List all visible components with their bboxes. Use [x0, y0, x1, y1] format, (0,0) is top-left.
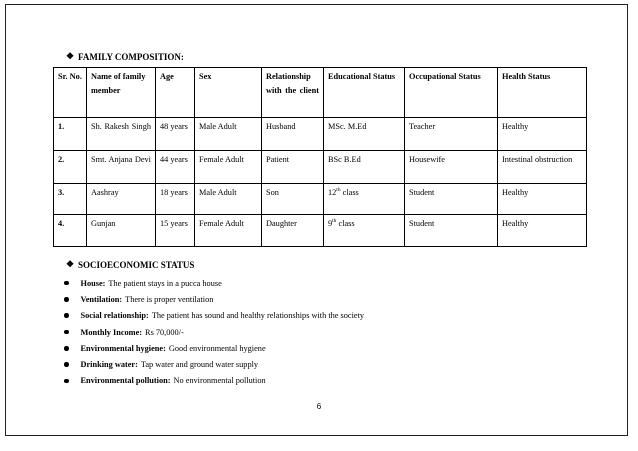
item-label: Environmental pollution:: [80, 376, 171, 386]
education-ordinal: th: [332, 218, 337, 225]
cell-occupation: Student: [405, 184, 498, 215]
cell-age: 18 years: [156, 184, 195, 215]
item-value: No environmental pollution: [173, 376, 266, 386]
diamond-bullet-icon: ❖: [66, 259, 75, 269]
list-item: [64, 324, 364, 340]
cell-age: 44 years: [156, 151, 195, 184]
disc-bullet-icon: [64, 379, 69, 384]
header-name: Name of family member: [87, 68, 156, 118]
cell-education: BSc B.Ed: [324, 151, 405, 184]
item-value: Rs 70,000/-: [145, 327, 184, 337]
cell-age: 15 years: [156, 215, 195, 247]
cell-sex: Female Adult: [195, 151, 262, 184]
cell-relationship: Patient: [262, 151, 324, 184]
cell-relationship: Son: [262, 184, 324, 215]
cell-name: Aashray: [87, 184, 156, 215]
item-value: The patient stays in a pucca house: [108, 278, 222, 288]
education-suffix: class: [336, 219, 355, 228]
cell-sex: Male Adult: [195, 184, 262, 215]
disc-bullet-icon: [64, 346, 69, 351]
item-value: There is proper ventilation: [125, 294, 214, 304]
list-item: [64, 308, 364, 324]
disc-bullet-icon: [64, 313, 69, 318]
item-label: House:: [80, 278, 106, 288]
header-sr: Sr. No.: [54, 68, 87, 118]
socioeconomic-list: [64, 275, 364, 389]
list-item: [64, 373, 364, 389]
cell-relationship: Husband: [262, 118, 324, 151]
item-label: Social relationship:: [80, 311, 149, 321]
header-age: Age: [156, 68, 195, 118]
table-row: [54, 215, 587, 247]
disc-bullet-icon: [64, 297, 69, 302]
cell-occupation: Teacher: [405, 118, 498, 151]
family-heading-text: FAMILY COMPOSITION:: [78, 51, 184, 62]
item-value: Tap water and ground water supply: [140, 360, 259, 370]
socioeconomic-heading: [66, 259, 194, 270]
item-value: Good environmental hygiene: [168, 343, 266, 353]
disc-bullet-icon: [64, 362, 69, 367]
table-row: [54, 118, 587, 151]
header-health: Health Status: [498, 68, 587, 118]
education-number: 9: [328, 219, 333, 228]
socio-heading-text: SOCIOECONOMIC STATUS: [78, 259, 195, 270]
cell-health: Healthy: [498, 215, 587, 247]
cell-occupation: Student: [405, 215, 498, 247]
list-item: [64, 340, 364, 356]
item-label: Environmental hygiene:: [80, 343, 166, 353]
education-ordinal: th: [336, 187, 341, 194]
list-item: [64, 291, 364, 307]
item-label: Monthly Income:: [80, 327, 143, 337]
diamond-bullet-icon: ❖: [66, 51, 75, 61]
item-value: The patient has sound and healthy relationships with the society: [151, 311, 365, 321]
cell-education: [324, 184, 405, 215]
cell-health: Intestinal obstruction: [498, 151, 587, 184]
cell-health: Healthy: [498, 118, 587, 151]
cell-name: Smt. Anjana Devi: [87, 151, 156, 184]
table-row: [54, 184, 587, 215]
cell-health: Healthy: [498, 184, 587, 215]
list-item: [64, 356, 364, 372]
cell-sex: Male Adult: [195, 118, 262, 151]
family-table: [53, 67, 587, 247]
header-occupation: Occupational Status: [405, 68, 498, 118]
item-label: Ventilation:: [80, 294, 123, 304]
list-item: [64, 275, 364, 291]
disc-bullet-icon: [64, 281, 69, 286]
header-sex: Sex: [195, 68, 262, 118]
cell-education: MSc. M.Ed: [324, 118, 405, 151]
cell-sex: Female Adult: [195, 215, 262, 247]
cell-sr: 3.: [54, 184, 87, 215]
cell-relationship: Daughter: [262, 215, 324, 247]
cell-sr: 2.: [54, 151, 87, 184]
table-row: [54, 151, 587, 184]
item-label: Drinking water:: [80, 360, 138, 370]
disc-bullet-icon: [64, 330, 69, 335]
table-header-row: [54, 68, 587, 118]
header-education: Educational Status: [324, 68, 405, 118]
education-suffix: class: [340, 188, 359, 197]
cell-age: 48 years: [156, 118, 195, 151]
cell-name: Sh. Rakesh Singh: [87, 118, 156, 151]
education-number: 12: [328, 188, 337, 197]
cell-education: [324, 215, 405, 247]
header-relationship: Relationship with the client: [262, 68, 324, 118]
page-number: 6: [316, 402, 322, 411]
cell-sr: 1.: [54, 118, 87, 151]
cell-occupation: Housewife: [405, 151, 498, 184]
cell-sr: 4.: [54, 215, 87, 247]
family-composition-heading: [66, 51, 184, 62]
cell-name: Gunjan: [87, 215, 156, 247]
